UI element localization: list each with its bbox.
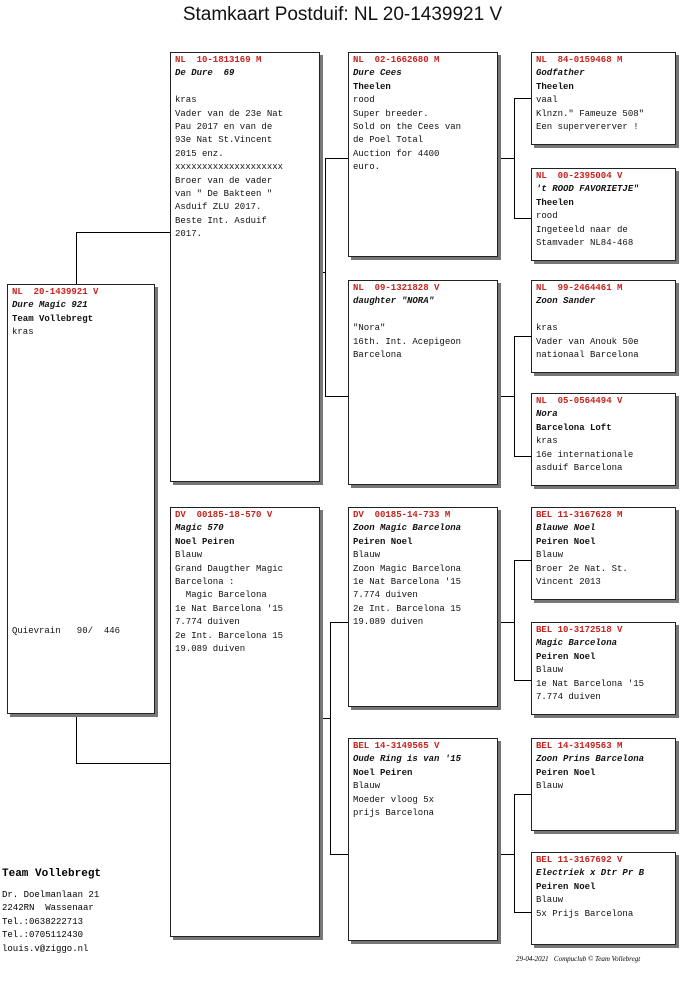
pigeon-name: Dure Cees bbox=[353, 68, 402, 79]
note-line: 7.774 duiven bbox=[353, 590, 418, 601]
footer-team-name: Team Vollebregt bbox=[2, 868, 102, 880]
connector-line bbox=[320, 718, 331, 719]
pigeon-card-father[interactable] bbox=[170, 52, 320, 482]
phone-line: Tel.:0705112430 bbox=[2, 930, 84, 941]
note-line: 16e internationale bbox=[536, 449, 634, 460]
pigeon-notes bbox=[175, 563, 315, 657]
pigeon-name: Magic 570 bbox=[175, 523, 224, 534]
breeder-name: Theelen bbox=[536, 197, 574, 208]
note-line: Barcelona bbox=[353, 350, 402, 361]
note-line: kras bbox=[536, 323, 558, 334]
pigeon-color: Blauw bbox=[536, 550, 564, 561]
connector-line bbox=[514, 218, 531, 219]
note-line: Super breeder. bbox=[353, 108, 429, 119]
connector-line bbox=[514, 912, 531, 913]
note-line: 1e Nat Barcelona '15 bbox=[353, 577, 462, 588]
note-line: 7.774 duiven bbox=[175, 617, 240, 628]
connector-line bbox=[498, 854, 515, 855]
note-line: 2017. bbox=[175, 229, 203, 240]
breeder-name: Noel Peiren bbox=[175, 536, 235, 547]
pigeon-card-fm-mother[interactable] bbox=[531, 393, 676, 486]
connector-line bbox=[514, 794, 531, 795]
pigeon-notes bbox=[536, 108, 671, 135]
note-line: 19.089 duiven bbox=[175, 644, 246, 655]
pigeon-card-main[interactable] bbox=[7, 284, 155, 714]
note-line: prijs Barcelona bbox=[353, 808, 435, 819]
note-line: Broer van de vader bbox=[175, 175, 273, 186]
pigeon-card-father-mother[interactable] bbox=[348, 280, 498, 485]
pigeon-color: Blauw bbox=[536, 665, 564, 676]
email-link[interactable]: louis.v@ziggo.nl bbox=[2, 943, 89, 954]
note-line: Vader van de 23e Nat bbox=[175, 108, 284, 119]
spacer bbox=[353, 309, 493, 322]
connector-line bbox=[76, 232, 170, 233]
note-line: Magic Barcelona bbox=[175, 590, 267, 601]
pigeon-card-mf-mother[interactable] bbox=[531, 622, 676, 715]
pigeon-card-mother[interactable] bbox=[170, 507, 320, 937]
ring-number: DV 00185-18-570 V bbox=[175, 510, 273, 520]
connector-line bbox=[330, 622, 331, 854]
pigeon-color: Blauw bbox=[536, 781, 564, 792]
pigeon-color: kras bbox=[12, 327, 34, 338]
pigeon-notes bbox=[175, 94, 315, 241]
breeder-name: Peiren Noel bbox=[536, 536, 596, 547]
note-line: Sold on the Cees van bbox=[353, 122, 462, 133]
pigeon-color: vaal bbox=[536, 95, 558, 106]
pigeon-name: Godfather bbox=[536, 68, 585, 79]
pigeon-color: kras bbox=[536, 436, 558, 447]
note-line: Moeder vloog 5x bbox=[353, 794, 435, 805]
pigeon-name: Magic Barcelona bbox=[536, 638, 618, 649]
ring-number: NL 02-1662680 M bbox=[353, 55, 440, 65]
connector-line bbox=[514, 98, 531, 99]
ring-number: BEL 11-3167628 M bbox=[536, 510, 623, 520]
note-line: Auction for 4400 bbox=[353, 148, 440, 159]
ring-number: NL 20-1439921 V bbox=[12, 287, 99, 297]
ring-number: BEL 14-3149563 M bbox=[536, 741, 623, 751]
pigeon-name: Zoon Sander bbox=[536, 296, 596, 307]
breeder-name: Peiren Noel bbox=[536, 767, 596, 778]
pigeon-card-fm-father[interactable] bbox=[531, 280, 676, 373]
connector-line bbox=[514, 794, 515, 912]
phone-line: Tel.:0638222713 bbox=[2, 916, 84, 927]
connector-line bbox=[76, 714, 77, 764]
ring-number: NL 05-0564494 V bbox=[536, 396, 623, 406]
note-line: Asduif ZLU 2017. bbox=[175, 202, 262, 213]
connector-line bbox=[514, 560, 531, 561]
note-line: 16th. Int. Acepigeon bbox=[353, 336, 462, 347]
pigeon-name: Nora bbox=[536, 409, 558, 420]
note-line: Een supervererver ! bbox=[536, 122, 639, 133]
note-line: 7.774 duiven bbox=[536, 692, 601, 703]
page-title: Stamkaart Postduif: NL 20-1439921 V bbox=[182, 4, 503, 25]
breeder-name: Barcelona Loft bbox=[536, 422, 612, 433]
note-line: Broer 2e Nat. St. bbox=[536, 563, 628, 574]
breeder-name: Peiren Noel bbox=[353, 536, 413, 547]
address-line: 2242RN Wassenaar bbox=[2, 903, 94, 914]
note-line: "Nora" bbox=[353, 323, 386, 334]
pigeon-color: Blauw bbox=[175, 550, 203, 561]
ring-number: NL 09-1321828 V bbox=[353, 283, 440, 293]
connector-line bbox=[514, 680, 531, 681]
pigeon-color: rood bbox=[353, 95, 375, 106]
pigeon-name: Blauwe Noel bbox=[536, 523, 596, 534]
pigeon-color: Blauw bbox=[353, 781, 381, 792]
note-line: Grand Daugther Magic bbox=[175, 563, 284, 574]
pigeon-name: Electriek x Dtr Pr B bbox=[536, 868, 645, 879]
note-line: nationaal Barcelona bbox=[536, 350, 639, 361]
connector-line bbox=[76, 763, 170, 764]
connector-line bbox=[320, 272, 326, 273]
pigeon-color: rood bbox=[536, 211, 558, 222]
note-line: 2015 enz. bbox=[175, 148, 224, 159]
pigeon-notes bbox=[353, 563, 493, 630]
note-line: asduif Barcelona bbox=[536, 463, 623, 474]
ring-number: NL 84-0159468 M bbox=[536, 55, 623, 65]
pigeon-name: Zoon Magic Barcelona bbox=[353, 523, 462, 534]
pigeon-card-mm-father[interactable] bbox=[531, 738, 676, 831]
ring-number: NL 00-2395004 V bbox=[536, 171, 623, 181]
pigeon-name: 't ROOD FAVORIETJE" bbox=[536, 184, 639, 195]
note-line: Stamvader NL84-468 bbox=[536, 238, 634, 249]
pigeon-card-mm-mother[interactable] bbox=[531, 852, 676, 945]
connector-line bbox=[325, 158, 348, 159]
breeder-name: Noel Peiren bbox=[353, 767, 413, 778]
ring-number: NL 99-2464461 M bbox=[536, 283, 623, 293]
pigeon-notes bbox=[536, 908, 671, 921]
address-line: Dr. Doelmanlaan 21 bbox=[2, 890, 100, 900]
note-line: Pau 2017 en van de bbox=[175, 122, 273, 133]
ring-number: DV 00185-14-733 M bbox=[353, 510, 451, 520]
pigeon-notes bbox=[353, 108, 493, 175]
note-line: 1e Nat Barcelona '15 bbox=[536, 678, 645, 689]
breeder-name: Peiren Noel bbox=[536, 651, 596, 662]
note-line: Barcelona : bbox=[175, 577, 235, 588]
note-line: xxxxxxxxxxxxxxxxxxxx bbox=[175, 162, 284, 173]
footer-address bbox=[2, 889, 99, 956]
connector-line bbox=[330, 622, 348, 623]
note-line: Zoon Magic Barcelona bbox=[353, 563, 462, 574]
note-line: Ingeteeld naar de bbox=[536, 224, 628, 235]
pigeon-name: Oude Ring is van '15 bbox=[353, 754, 462, 765]
connector-line bbox=[514, 456, 531, 457]
note-line: 2e Int. Barcelona 15 bbox=[175, 630, 284, 641]
note-line: 93e Nat St.Vincent bbox=[175, 135, 273, 146]
pigeon-card-mother-father[interactable] bbox=[348, 507, 498, 707]
pigeon-notes bbox=[536, 563, 671, 590]
pigeon-card-mother-mother[interactable] bbox=[348, 738, 498, 941]
note-line: Klnzn." Fameuze 508" bbox=[536, 108, 645, 119]
pigeon-notes bbox=[536, 224, 671, 251]
pigeon-notes bbox=[353, 322, 493, 362]
ring-number: BEL 10-3172518 V bbox=[536, 625, 623, 635]
pigeon-color: Blauw bbox=[536, 895, 564, 906]
spacer bbox=[536, 309, 671, 322]
pigeon-name: Dure Magic 921 bbox=[12, 300, 88, 311]
pigeon-color: Blauw bbox=[353, 550, 381, 561]
connector-line bbox=[325, 158, 326, 396]
connector-line bbox=[514, 560, 515, 680]
ring-number: BEL 14-3149565 V bbox=[353, 741, 440, 751]
note-line: Vader van Anouk 50e bbox=[536, 336, 639, 347]
breeder-name: Theelen bbox=[536, 81, 574, 92]
breeder-name: Team Vollebregt bbox=[12, 313, 94, 324]
note-line: 19.089 duiven bbox=[353, 617, 424, 628]
connector-line bbox=[514, 336, 531, 337]
pigeon-notes bbox=[353, 794, 493, 821]
ring-number: NL 10-1813169 M bbox=[175, 55, 262, 65]
pigeon-name: De Dure 69 bbox=[175, 68, 235, 79]
connector-line bbox=[330, 854, 348, 855]
breeder-name: Peiren Noel bbox=[536, 881, 596, 892]
note-line: de Poel Total bbox=[353, 135, 424, 146]
spacer bbox=[175, 81, 315, 94]
note-line: euro. bbox=[353, 162, 381, 173]
note-line: kras bbox=[175, 95, 197, 106]
pigeon-notes bbox=[536, 322, 671, 362]
pigeon-card-ff-mother[interactable] bbox=[531, 168, 676, 261]
connector-line bbox=[498, 396, 515, 397]
connector-line bbox=[498, 622, 515, 623]
footer-date: 29-04-2021 Compuclub © Team Vollebregt bbox=[516, 955, 641, 963]
connector-line bbox=[325, 396, 348, 397]
pigeon-name: Zoon Prins Barcelona bbox=[536, 754, 645, 765]
note-line: 1e Nat Barcelona '15 bbox=[175, 603, 284, 614]
pigeon-notes bbox=[536, 449, 671, 476]
breeder-name: Theelen bbox=[353, 81, 391, 92]
note-line: 5x Prijs Barcelona bbox=[536, 908, 634, 919]
pigeon-notes bbox=[536, 678, 671, 705]
race-result: Quievrain 90/ 446 bbox=[12, 626, 121, 636]
note-line: Vincent 2013 bbox=[536, 577, 601, 588]
pigeon-card-father-father[interactable] bbox=[348, 52, 498, 257]
pigeon-name: daughter "NORA" bbox=[353, 296, 435, 307]
ring-number: BEL 11-3167692 V bbox=[536, 855, 623, 865]
connector-line bbox=[76, 232, 77, 284]
note-line: van " De Bakteen " bbox=[175, 189, 273, 200]
note-line: 2e Int. Barcelona 15 bbox=[353, 603, 462, 614]
connector-line bbox=[498, 158, 515, 159]
pigeon-card-mf-father[interactable] bbox=[531, 507, 676, 600]
note-line: Beste Int. Asduif bbox=[175, 215, 267, 226]
pigeon-card-ff-father[interactable] bbox=[531, 52, 676, 145]
